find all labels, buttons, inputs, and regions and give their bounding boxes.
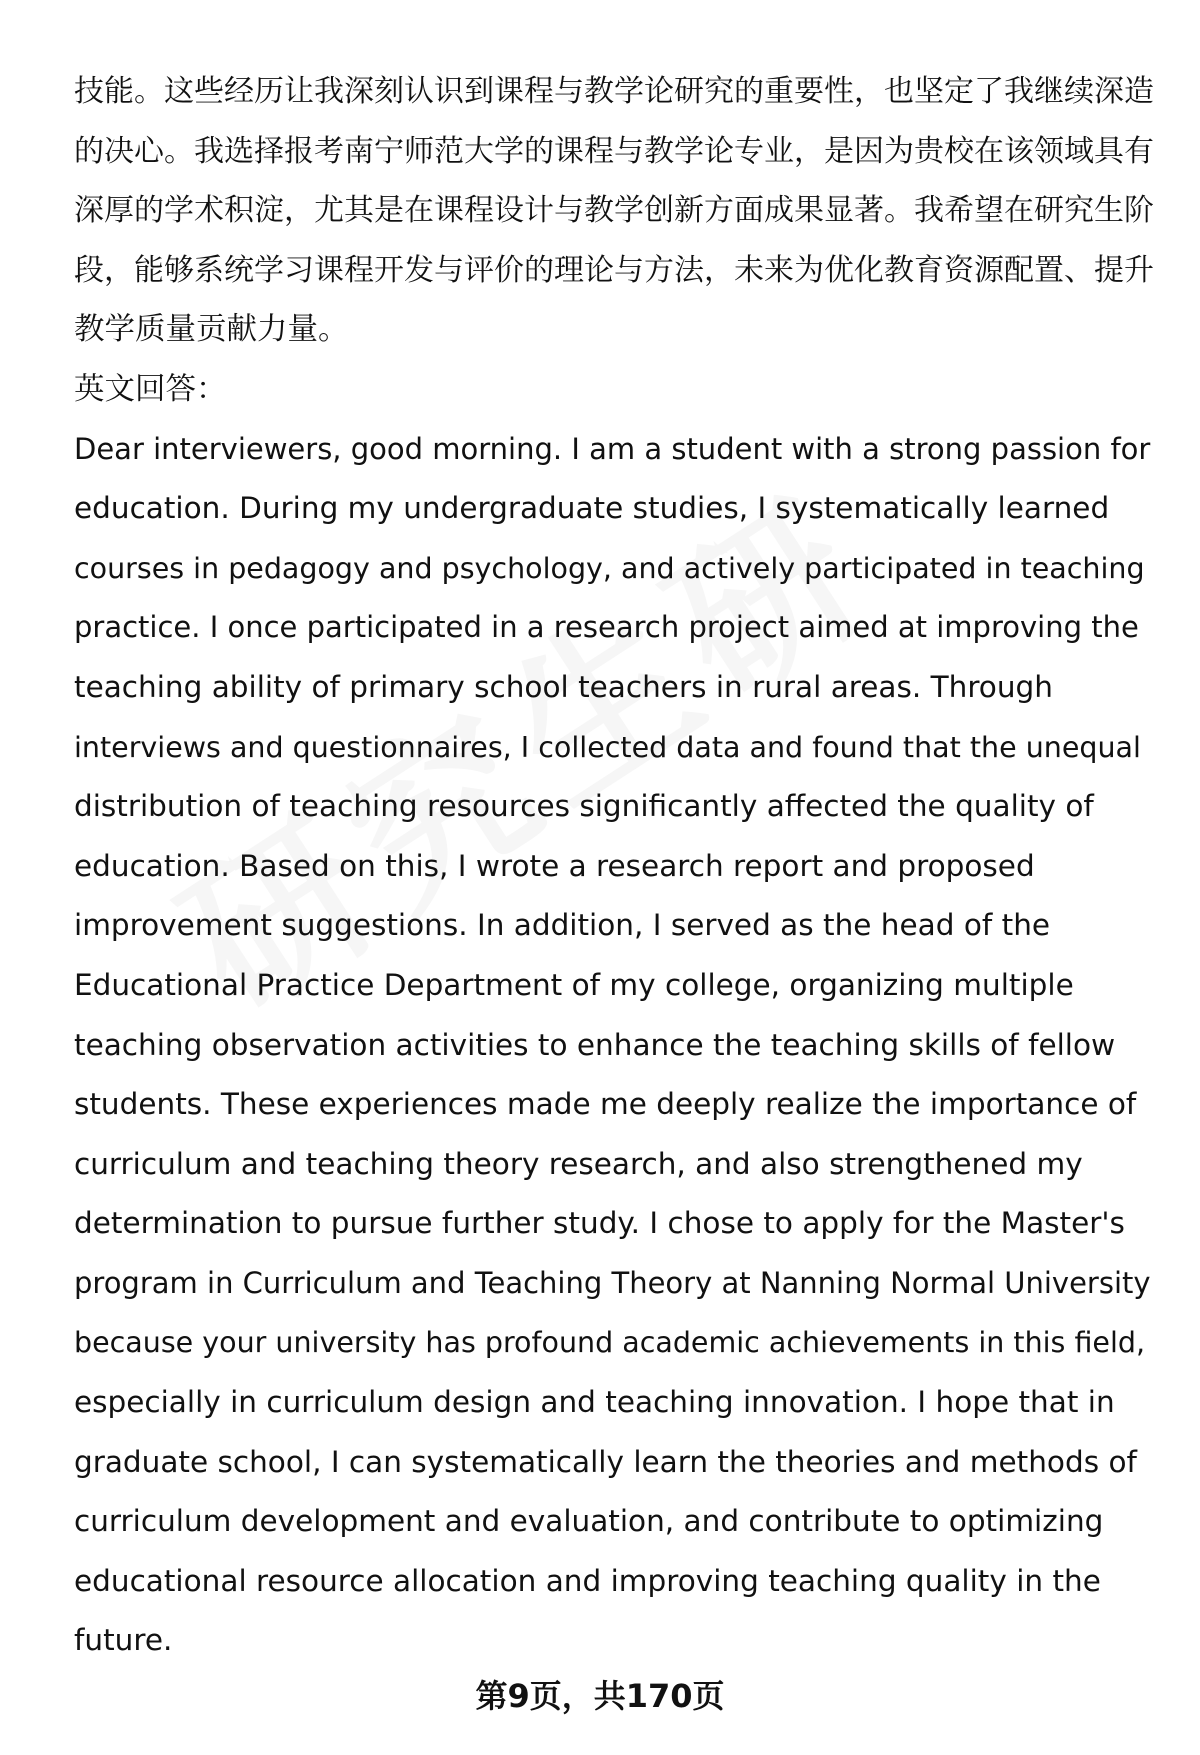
document-body bbox=[74, 62, 1154, 1671]
english-text-line: especially in curriculum design and teaching innovation. I hope that in bbox=[74, 1385, 1115, 1420]
page-number: 第9页，共170页 bbox=[475, 1677, 725, 1715]
english-text-line: teaching ability of primary school teachers in rural areas. Through bbox=[74, 669, 1053, 704]
english-text-line: distribution of teaching resources significantly affected the quality of bbox=[74, 789, 1094, 824]
english-text-line: curriculum development and evaluation, and contribute to optimizing bbox=[74, 1504, 1104, 1539]
english-text-line: education. Based on this, I wrote a research report and proposed bbox=[74, 848, 1035, 883]
chinese-text-line: 深厚的学术积淀，尤其是在课程设计与教学创新方面成果显著。我希望在研究生阶 bbox=[74, 193, 1154, 229]
english-text-line: because your university has profound academic achievements in this field, bbox=[74, 1326, 1146, 1360]
english-text-line: students. These experiences made me deeply realize the importance of bbox=[74, 1087, 1137, 1122]
english-text-line: program in Curriculum and Teaching Theory at Nanning Normal University bbox=[74, 1265, 1151, 1300]
english-text-line: education. During my undergraduate studies, I systematically learned bbox=[74, 491, 1110, 526]
chinese-text-line: 技能。这些经历让我深刻认识到课程与教学论研究的重要性，也坚定了我继续深造 bbox=[74, 74, 1154, 109]
english-text-line: Dear interviewers, good morning. I am a student with a strong passion for bbox=[74, 431, 1151, 466]
chinese-text-line: 教学质量贡献力量。 bbox=[74, 312, 349, 348]
english-text-line: teaching observation activities to enhance the teaching skills of fellow bbox=[74, 1027, 1116, 1062]
english-text-line: courses in pedagogy and psychology, and actively participated in teaching bbox=[74, 551, 1145, 585]
english-text-line: graduate school, I can systematically learn the theories and methods of bbox=[74, 1444, 1137, 1479]
english-text-line: practice. I once participated in a research project aimed at improving the bbox=[74, 610, 1139, 645]
english-text-line: Educational Practice Department of my college, organizing multiple bbox=[74, 967, 1074, 1002]
chinese-text-line: 段，能够系统学习课程开发与评价的理论与方法，未来为优化教育资源配置、提升 bbox=[74, 252, 1154, 288]
english-text-line: determination to pursue further study. I chose to apply for the Master's bbox=[74, 1206, 1125, 1241]
chinese-text-line: 英文回答： bbox=[74, 371, 227, 407]
english-text-line: improvement suggestions. In addition, I served as the head of the bbox=[74, 908, 1051, 943]
english-text-line: educational resource allocation and improving teaching quality in the bbox=[74, 1563, 1101, 1598]
english-text-line: curriculum and teaching theory research, and also strengthened my bbox=[74, 1146, 1083, 1181]
english-text-line: future. bbox=[74, 1623, 173, 1658]
chinese-text-line: 的决心。我选择报考南宁师范大学的课程与教学论专业，是因为贵校在该领域具有 bbox=[74, 133, 1154, 169]
english-text-line: interviews and questionnaires, I collected data and found that the unequal bbox=[74, 730, 1141, 764]
